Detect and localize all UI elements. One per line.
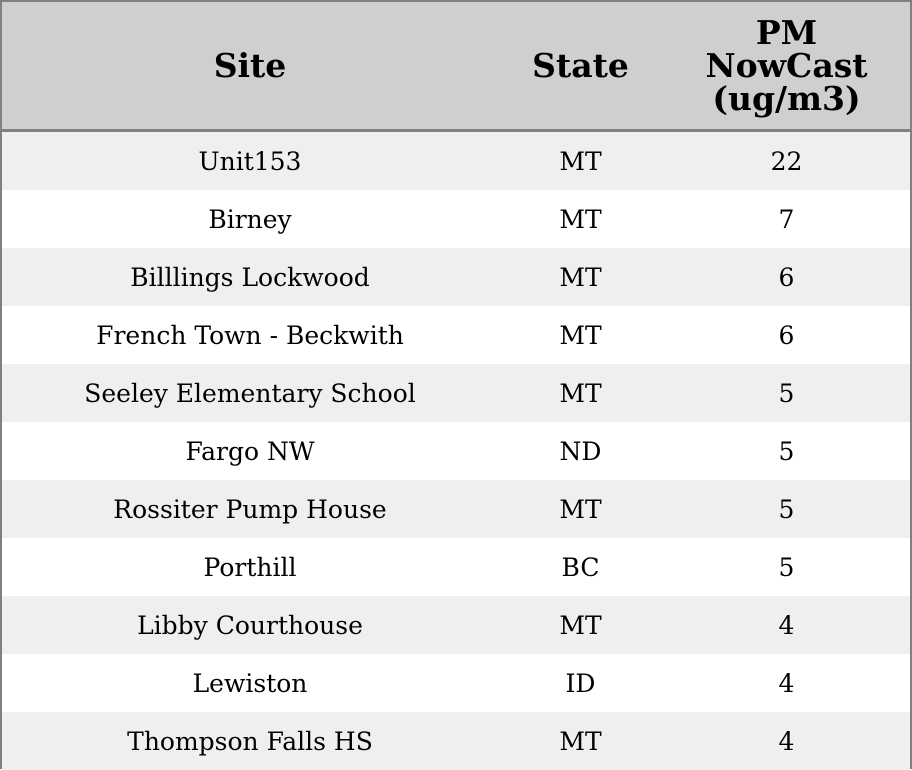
table-row (2, 480, 910, 538)
pm-value-cell: 22 (770, 146, 803, 176)
site-cell: Unit153 (198, 146, 302, 176)
pm-value-cell: 6 (778, 320, 795, 350)
site-cell: Rossiter Pump House (113, 494, 387, 524)
state-cell: MT (559, 146, 602, 176)
state-cell: MT (559, 204, 602, 234)
table-row (2, 248, 910, 306)
pm-value-cell: 6 (778, 262, 795, 292)
pm-value-cell: 5 (778, 436, 795, 466)
site-cell: Fargo NW (185, 436, 315, 466)
state-cell: BC (561, 552, 600, 582)
site-cell: Thompson Falls HS (127, 726, 373, 756)
site-cell: Billlings Lockwood (130, 262, 370, 292)
site-cell: French Town - Beckwith (96, 320, 404, 350)
header-pm-nowcast: PM NowCast (ug/m3) (705, 13, 868, 118)
site-cell: Libby Courthouse (137, 610, 363, 640)
state-cell: MT (559, 610, 602, 640)
pm-value-cell: 4 (778, 726, 795, 756)
header-state: State (532, 46, 629, 85)
site-cell: Birney (208, 204, 292, 234)
table-row (2, 306, 910, 364)
site-cell: Seeley Elementary School (84, 378, 416, 408)
pm-value-cell: 4 (778, 668, 795, 698)
state-cell: MT (559, 726, 602, 756)
state-cell: MT (559, 378, 602, 408)
header-site: Site (213, 46, 287, 85)
table-row (2, 596, 910, 654)
state-cell: MT (559, 262, 602, 292)
pm-value-cell: 4 (778, 610, 795, 640)
table-row (2, 538, 910, 596)
table-row (2, 132, 910, 190)
pm-value-cell: 5 (778, 378, 795, 408)
table-row (2, 364, 910, 422)
site-cell: Lewiston (192, 668, 308, 698)
pm-value-cell: 5 (778, 494, 795, 524)
state-cell: MT (559, 494, 602, 524)
pm-value-cell: 7 (778, 204, 795, 234)
table-row (2, 654, 910, 712)
state-cell: ID (565, 668, 596, 698)
site-cell: Porthill (203, 552, 297, 582)
table-row (2, 422, 910, 480)
table-header-row (2, 2, 910, 132)
state-cell: ND (559, 436, 602, 466)
table-row (2, 190, 910, 248)
table-body (2, 132, 910, 770)
table-row (2, 712, 910, 770)
pm-value-cell: 5 (778, 552, 795, 582)
state-cell: MT (559, 320, 602, 350)
